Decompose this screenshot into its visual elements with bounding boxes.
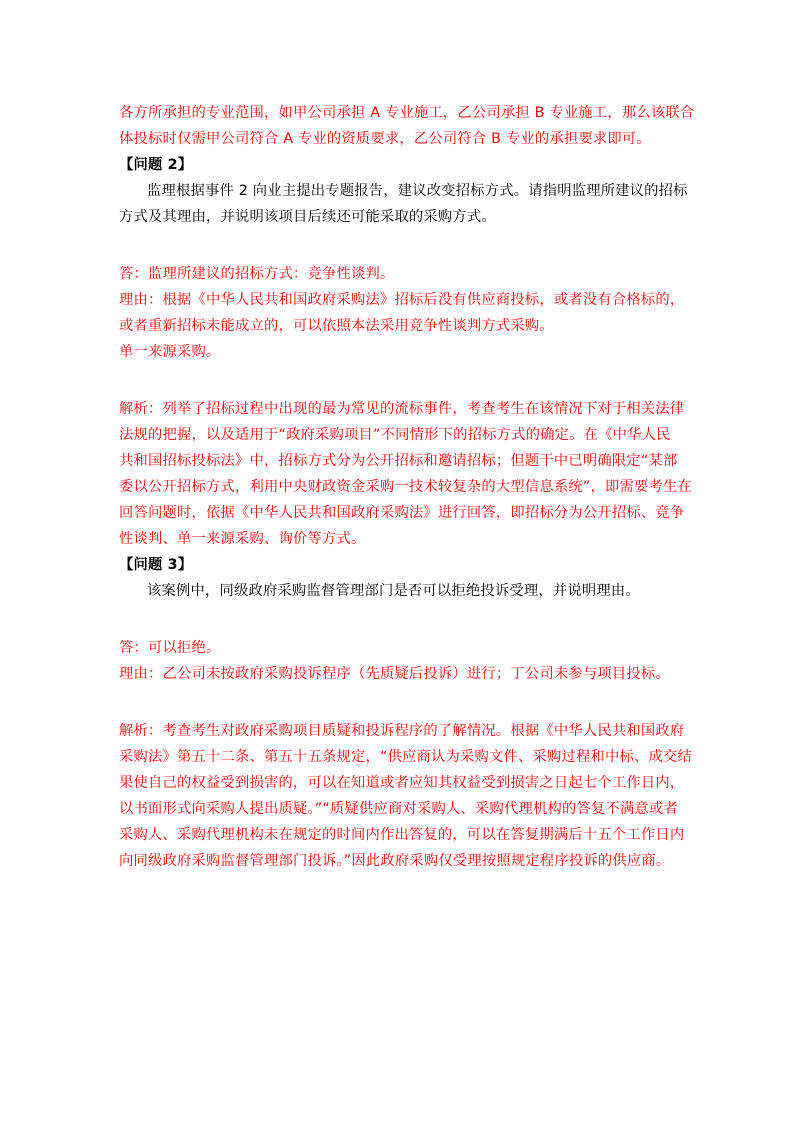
question-2-heading: 【问题 2】: [119, 157, 193, 173]
answer-2-line: 答：监理所建议的招标方式：竞争性谈判。: [119, 266, 395, 282]
intro-line: 各方所承担的专业范围，如甲公司承担 A 专业施工，乙公司承担 B 专业施工，那么该联合: [119, 105, 695, 121]
spacer: [119, 604, 679, 630]
question-2-text: 监理根据事件 2 向业主提出专题报告，建议改变招标方式。请指明监理所建议的招标: [147, 183, 688, 199]
analysis-3-line: 向同级政府采购监督管理部门投诉。”因此政府采购仅受理按照规定程序投诉的供应商。: [119, 853, 671, 869]
analysis-3-line: 采购人、采购代理机构未在规定的时间内作出答复的，可以在答复期满后十五个工作日内: [119, 827, 685, 843]
analysis-3-line: 解析：考查考生对政府采购项目质疑和投诉程序的了解情况。根据《中华人民共和国政府: [119, 723, 685, 739]
spacer: [119, 230, 679, 256]
analysis-3-line: 采购法》第五十二条、第五十五条规定，“供应商认为采购文件、采购过程和中标、成交结: [119, 749, 692, 765]
analysis-2-line: 回答问题时，依据《中华人民共和国政府采购法》进行回答，即招标分为公开招标、竞争: [119, 505, 685, 521]
analysis-2-line: 委以公开招标方式，利用中央财政资金采购一技术较复杂的大型信息系统”，即需要考生在: [119, 479, 692, 495]
answer-3-line: 理由：乙公司未按政府采购投诉程序（先质疑后投诉）进行；丁公司未参与项目投标。: [119, 666, 670, 682]
question-3-heading: 【问题 3】: [119, 557, 193, 573]
document-body: [119, 100, 695, 874]
intro-line: 体投标时仅需甲公司符合 A 专业的资质要求，乙公司符合 B 专业的承担要求即可。: [119, 131, 651, 147]
analysis-2-line: 性谈判、单一来源采购、询价等方式。: [119, 531, 366, 547]
analysis-2-line: 法规的把握，以及适用于“政府采购项目”不同情形下的招标方式的确定。在《中华人民: [119, 427, 671, 443]
analysis-3-line: 果使自己的权益受到损害的，可以在知道或者应知其权益受到损害之日起七个工作日内，: [119, 775, 685, 791]
analysis-2-line: 解析：列举了招标过程中出现的最为常见的流标事件，考查考生在该情况下对于相关法律: [119, 401, 685, 417]
analysis-3-line: 以书面形式向采购人提出质疑。”“质疑供应商对采购人、采购代理机构的答复不满意或者: [119, 801, 678, 817]
question-3-text: 该案例中，同级政府采购监督管理部门是否可以拒绝投诉受理，并说明理由。: [147, 583, 640, 599]
question-2-text: 方式及其理由，并说明该项目后续还可能采取的采购方式。: [119, 209, 496, 225]
answer-2-line: 理由：根据《中华人民共和国政府采购法》招标后没有供应商投标，或者没有合格标的，: [119, 292, 685, 308]
answer-2-line: 单一来源采购。: [119, 344, 221, 360]
answer-3-line: 答：可以拒绝。: [119, 640, 221, 656]
spacer: [119, 365, 679, 391]
answer-2-line: 或者重新招标未能成立的，可以依照本法采用竞争性谈判方式采购。: [119, 318, 554, 334]
spacer: [119, 687, 679, 713]
analysis-2-line: 共和国招标投标法》中，招标方式分为公开招标和邀请招标；但题干中已明确限定“某部: [119, 453, 678, 469]
